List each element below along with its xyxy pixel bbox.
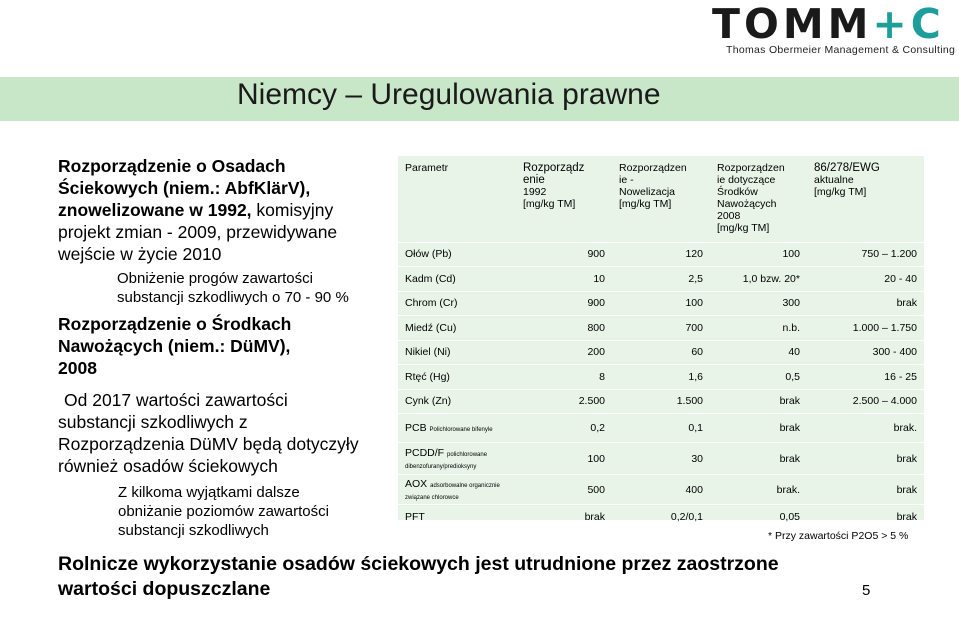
text-line: Obniżenie progów zawartości xyxy=(117,270,313,287)
value-cell: 900 xyxy=(516,242,612,267)
value-cell: 30 xyxy=(612,443,710,475)
conclusion-text xyxy=(58,552,779,602)
value-cell: 100 xyxy=(516,443,612,475)
value-cell: 700 xyxy=(612,316,710,341)
table-row xyxy=(398,316,924,341)
value-cell: brak xyxy=(710,443,807,475)
value-cell: 300 - 400 xyxy=(807,340,924,365)
value-cell: 100 xyxy=(710,242,807,267)
value-cell: 60 xyxy=(612,340,710,365)
value-cell: 400 xyxy=(612,475,710,505)
value-cell: 8 xyxy=(516,365,612,390)
param-cell: Nikiel (Ni) xyxy=(398,340,516,365)
value-cell: brak. xyxy=(807,414,924,443)
value-cell: brak xyxy=(807,475,924,505)
value-cell: 2.500 xyxy=(516,389,612,414)
text-line: Od 2017 wartości zawartości xyxy=(64,390,288,410)
table-footnote: * Przy zawartości P2O5 > 5 % xyxy=(768,530,909,542)
value-cell: n.b. xyxy=(710,316,807,341)
section-heading: 2008 xyxy=(58,358,97,378)
value-cell: 20 - 40 xyxy=(807,267,924,292)
text-line: substancji szkodliwych o 70 - 90 % xyxy=(117,289,349,306)
column-header: Parametr xyxy=(405,162,449,174)
table-row xyxy=(398,365,924,390)
value-cell: brak. xyxy=(710,475,807,505)
value-cell: 0,1 xyxy=(612,414,710,443)
param-cell: Chrom (Cr) xyxy=(398,291,516,316)
value-cell: 10 xyxy=(516,267,612,292)
table-row xyxy=(398,505,924,529)
logo-wordmark: TOMM+C xyxy=(712,0,945,48)
value-cell: brak xyxy=(710,414,807,443)
value-cell: 120 xyxy=(612,242,710,267)
param-cell: Miedź (Cu) xyxy=(398,316,516,341)
value-cell: 0,2/0,1 xyxy=(612,505,710,529)
value-cell: brak xyxy=(807,291,924,316)
text-line: również osadów ściekowych xyxy=(58,456,278,476)
value-cell: 16 - 25 xyxy=(807,365,924,390)
text-line: Rolnicze wykorzystanie osadów ściekowych jest utrudnione przez zaostrzone xyxy=(58,553,779,575)
value-cell: 200 xyxy=(516,340,612,365)
section-heading: Rozporządzenie o Środkach xyxy=(58,314,292,334)
value-cell: brak xyxy=(807,443,924,475)
value-cell: 1.500 xyxy=(612,389,710,414)
value-cell: 1,0 bzw. 20* xyxy=(710,267,807,292)
param-cell: PCDD/F polichlorowane dibenzofurany/predioksyny xyxy=(398,443,516,475)
text-line: substancji szkodliwych z xyxy=(58,412,248,432)
table-row xyxy=(398,414,924,443)
param-cell: PFT xyxy=(398,505,516,529)
value-cell: 0,5 xyxy=(710,365,807,390)
column-header: Rozporządzen ie - Nowelizacja [mg/kg TM] xyxy=(619,162,687,210)
value-cell: 1,6 xyxy=(612,365,710,390)
value-cell: 2.500 – 4.000 xyxy=(807,389,924,414)
value-cell: 900 xyxy=(516,291,612,316)
value-cell: brak xyxy=(710,389,807,414)
table-row xyxy=(398,291,924,316)
text-line: substancji szkodliwych xyxy=(118,522,269,539)
table-header-row xyxy=(398,156,924,242)
param-cell: Kadm (Cd) xyxy=(398,267,516,292)
left-text-block xyxy=(58,155,398,540)
value-cell: 750 – 1.200 xyxy=(807,242,924,267)
text-line: Z kilkoma wyjątkami dalsze xyxy=(118,484,300,501)
value-cell: 300 xyxy=(710,291,807,316)
table-row xyxy=(398,475,924,505)
column-header: Rozporządzen ie dotyczące Środków Nawożących 2008 [mg/kg TM] xyxy=(717,162,785,234)
value-cell: 100 xyxy=(612,291,710,316)
table-row xyxy=(398,267,924,292)
value-cell: 0,2 xyxy=(516,414,612,443)
text-line: znowelizowane w 1992, komisyjny xyxy=(58,200,334,220)
page-number: 5 xyxy=(862,582,871,599)
table-row xyxy=(398,389,924,414)
value-cell: 2,5 xyxy=(612,267,710,292)
text-line: Rozporządzenia DüMV będą dotyczyły xyxy=(58,434,359,454)
param-cell: PCB Polichlorowane bifenyle xyxy=(398,414,516,443)
param-cell: Ołów (Pb) xyxy=(398,242,516,267)
value-cell: brak xyxy=(516,505,612,529)
text-line: wejście w życie 2010 xyxy=(58,244,222,264)
param-cell: AOX adsorbowalne organicznie związane chlorowce xyxy=(398,475,516,505)
table-row xyxy=(398,443,924,475)
value-cell: brak xyxy=(807,505,924,529)
text-line: projekt zmian - 2009, przewidywane xyxy=(58,222,338,242)
value-cell: 800 xyxy=(516,316,612,341)
text-line: Ściekowych (niem.: AbfKlärV), xyxy=(58,178,311,198)
section-heading: Nawożących (niem.: DüMV), xyxy=(58,336,291,356)
table-row xyxy=(398,340,924,365)
slide-title: Niemcy – Uregulowania prawne xyxy=(237,78,661,111)
logo-tagline: Thomas Obermeier Management & Consulting xyxy=(726,44,956,56)
text-line: wartości dopuszczlane xyxy=(58,578,271,600)
column-header: Rozporządz enie 1992 [mg/kg TM] xyxy=(523,162,585,210)
param-cell: Rtęć (Hg) xyxy=(398,365,516,390)
value-cell: 40 xyxy=(710,340,807,365)
limits-table xyxy=(398,156,924,523)
column-header: 86/278/EWG aktualne [mg/kg TM] xyxy=(814,162,880,198)
text-line: obniżanie poziomów zawartości xyxy=(118,503,329,520)
value-cell: 1.000 – 1.750 xyxy=(807,316,924,341)
company-logo xyxy=(712,0,956,56)
table-row xyxy=(398,242,924,267)
value-cell: 0,05 xyxy=(710,505,807,529)
value-cell: 500 xyxy=(516,475,612,505)
param-cell: Cynk (Zn) xyxy=(398,389,516,414)
text-line: Rozporządzenie o Osadach xyxy=(58,156,286,176)
